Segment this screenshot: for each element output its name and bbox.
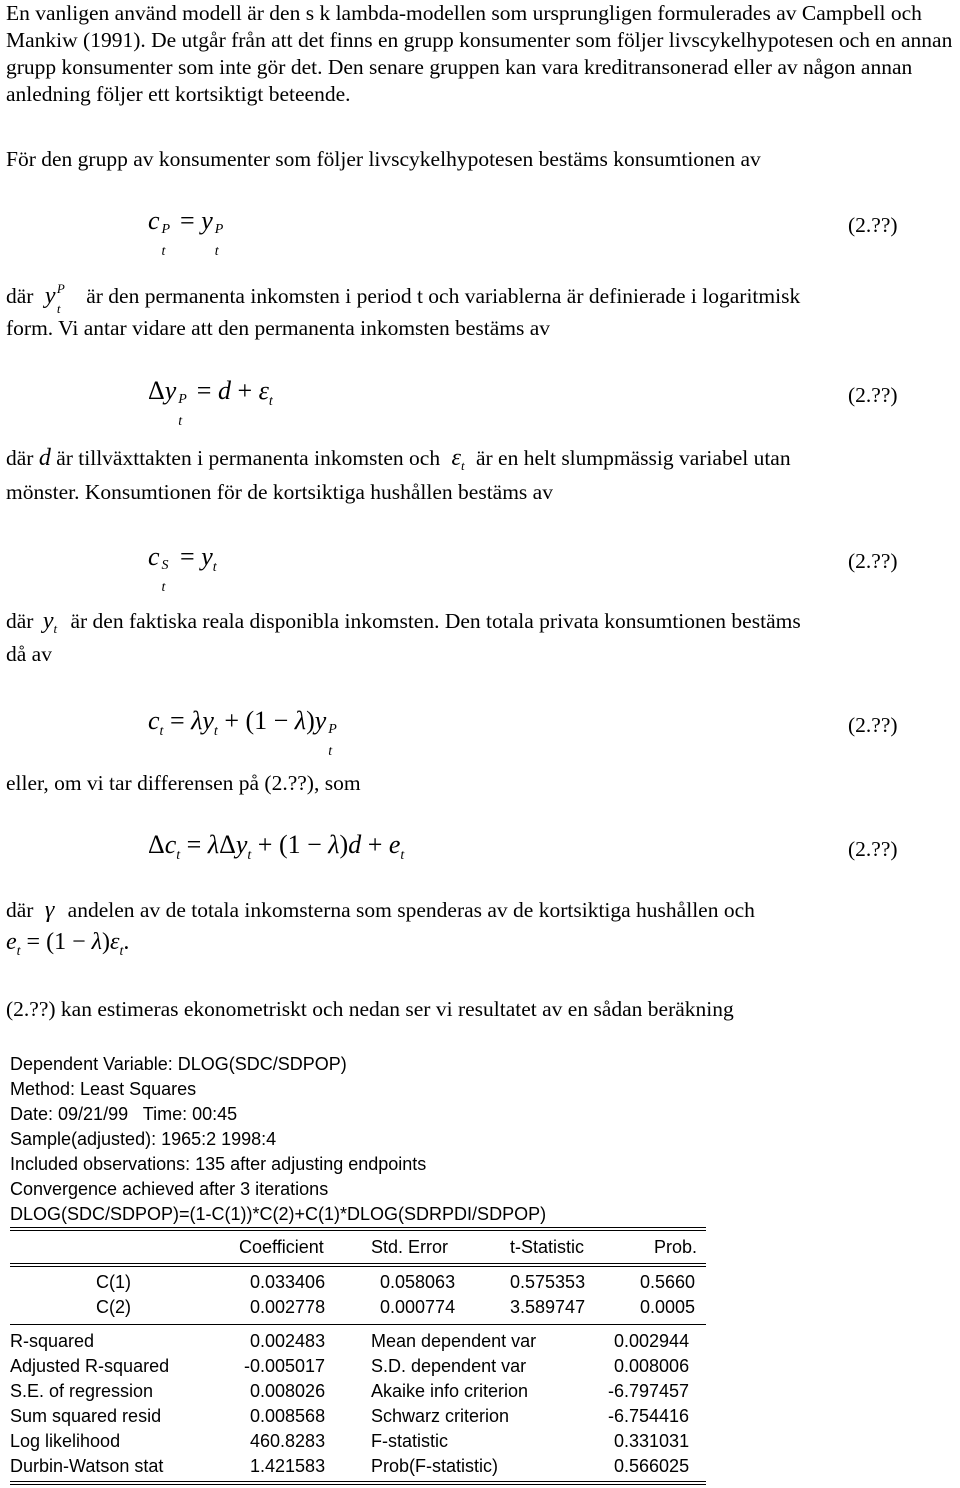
output-observations: Included observations: 135 after adjusting endpoints: [10, 1154, 427, 1174]
table-row: C(2) 0.002778 0.000774 3.589747 0.0005: [96, 1297, 696, 1317]
symbol-epsilon-t: $\varepsilon_t$: [451, 445, 465, 473]
symbol-y-t-p: y P t: [44, 281, 65, 316]
paragraph-difference: eller, om vi tar differensen på (2.??), som: [6, 771, 361, 795]
column-header-coefficient: Coefficient: [239, 1237, 324, 1257]
table-header-double-rule: [10, 1263, 706, 1267]
equation-2: Δy P t = $d + \varepsilon_t$: [148, 376, 273, 429]
paragraph-disposable-income-cont: då av: [6, 642, 52, 666]
table-row: R-squared 0.002483 Mean dependent var 0.002944: [10, 1331, 690, 1351]
paragraph-lifecycle: För den grupp av konsumenter som följer livscykelhypotesen bestäms konsumtionen av: [6, 147, 761, 171]
symbol-gamma: γ: [44, 897, 55, 923]
table-row: Log likelihood 460.8283 F-statistic 0.331031: [10, 1431, 690, 1451]
table-row: S.E. of regression 0.008026 Akaike info criterion -6.797457: [10, 1381, 690, 1401]
output-dependent-variable: Dependent Variable: DLOG(SDC/SDPOP): [10, 1054, 347, 1074]
paragraph-disposable-income: där $y_t$ är den faktiska reala disponibla inkomsten. Den totala privata konsumtionen bestäms: [6, 608, 801, 636]
paragraph-estimation: (2.??) kan estimeras ekonometriskt och nedan ser vi resultatet av en sådan beräkning: [6, 997, 734, 1021]
table-row: Sum squared resid 0.008568 Schwarz criterion -6.754416: [10, 1406, 690, 1426]
equation-3-number: (2.??): [848, 549, 898, 573]
table-top-double-rule: [10, 1227, 706, 1231]
output-convergence: Convergence achieved after 3 iterations: [10, 1179, 329, 1199]
equation-2-number: (2.??): [848, 383, 898, 407]
equation-error-term: $e_t = (1 - \lambda)\varepsilon_t$.: [6, 929, 130, 959]
equation-4-number: (2.??): [848, 713, 898, 737]
paragraph-permanent-income-cont: form. Vi antar vidare att den permanenta inkomsten bestäms av: [6, 316, 550, 340]
output-method: Method: Least Squares: [10, 1079, 197, 1099]
equation-5-number: (2.??): [848, 837, 898, 861]
equation-3: c S t = $y_t$: [148, 542, 217, 595]
output-equation: DLOG(SDC/SDPOP)=(1-C(1))*C(2)+C(1)*DLOG(SDRPDI/SDPOP): [10, 1204, 547, 1224]
paragraph-permanent-income: där y P t är den permanenta inkomsten i period t och variablerna är definierade i logaritmisk: [6, 281, 801, 316]
column-header-prob: Prob.: [654, 1237, 698, 1257]
table-column-headers: [10, 1235, 710, 1260]
equation-1: c P t = y P t: [148, 206, 224, 259]
symbol-y-t: $y_t$: [42, 608, 58, 636]
equation-4: $c_t = \lambda y_t + (1 - \lambda)y$ P t: [148, 706, 337, 759]
regression-output-header: [10, 1052, 710, 1227]
paragraph-growth-cont: mönster. Konsumtionen för de kortsiktiga hushållen bestäms av: [6, 480, 553, 504]
intro-paragraph: En vanligen använd modell är den s k lambda-modellen som ursprungligen formulerades av Campbell och Mankiw (1991). De utgår från att det finns en grupp konsumenter som följer livscykelhypotesen och en annan grupp konsumenter som inte gör det. Den senare gruppen kan vara kreditransonerad eller av någon annan anledning följer ett kortsiktigt beteende.: [6, 1, 953, 106]
equation-5: $\Delta c_t = \lambda\Delta y_t + (1 - \lambda)d + e_t$: [148, 830, 405, 863]
column-header-std-error: Std. Error: [371, 1237, 449, 1257]
output-sample: Sample(adjusted): 1965:2 1998:4: [10, 1129, 277, 1149]
paragraph-growth: där d är tillväxttakten i permanenta inkomsten och $\varepsilon_t$ är en helt slumpmässig variabel utan: [6, 445, 791, 473]
table-row: Durbin-Watson stat 1.421583 Prob(F-statistic) 0.566025: [10, 1456, 690, 1476]
table-row: C(1) 0.033406 0.058063 0.575353 0.5660: [96, 1272, 696, 1292]
equation-1-number: (2.??): [848, 213, 898, 237]
table-row: Adjusted R-squared -0.005017 S.D. dependent var 0.008006: [10, 1356, 690, 1376]
table-bottom-double-rule: [10, 1481, 706, 1485]
column-header-t-statistic: t-Statistic: [510, 1237, 585, 1257]
table-middle-rule: [10, 1324, 706, 1325]
output-date: Date: 09/21/99 Time: 00:45: [10, 1104, 238, 1124]
paragraph-share: där γ andelen av de totala inkomsterna som spenderas av de kortsiktiga hushållen och: [6, 897, 755, 923]
